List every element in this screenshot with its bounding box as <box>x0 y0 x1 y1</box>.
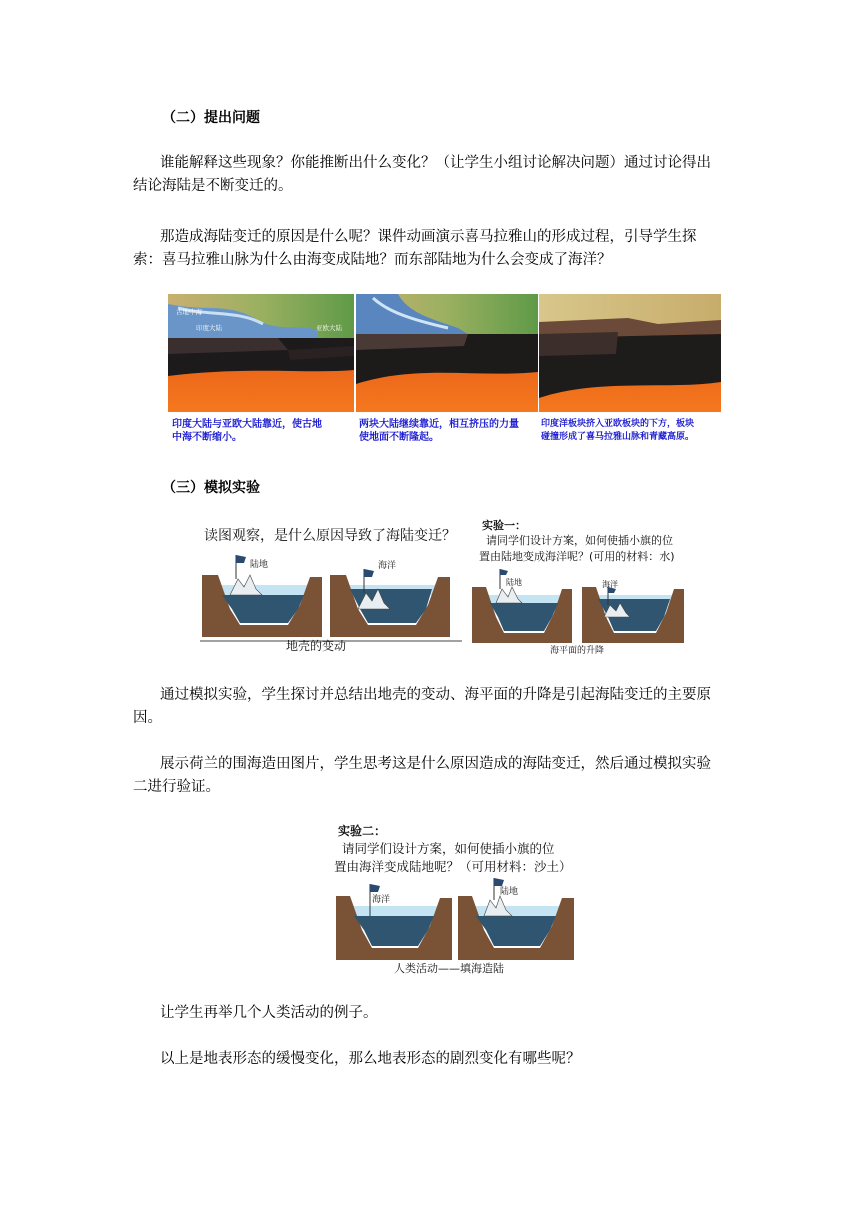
map-label: 印度大陆 <box>196 324 222 332</box>
paragraph-line: 那造成海陆变迁的原因是什么呢？课件动画演示喜马拉雅山的形成过程，引导学生探 <box>160 229 697 245</box>
experiment-text: 置由海洋变成陆地呢？（可用材料：沙土） <box>334 859 572 874</box>
paragraph-line: 因。 <box>133 710 162 726</box>
himalaya-formation-figure <box>168 294 721 448</box>
experiment-text: 请同学们设计方案，如何使插小旗的位 <box>342 841 555 856</box>
paragraph-line: 二进行验证。 <box>133 779 220 795</box>
figure-caption: 人类活动——填海造陆 <box>394 962 504 975</box>
paragraph-line: 展示荷兰的围海造田图片，学生思考这是什么原因造成的海陆变迁，然后通过模拟实验 <box>160 756 711 772</box>
paragraph-line: 谁能解释这些现象？你能推断出什么变化？（让学生小组讨论解决问题）通过讨论得出 <box>160 155 711 171</box>
paragraph-line: 通过模拟实验，学生探讨并总结出地壳的变动、海平面的升降是引起海陆变迁的主要原 <box>160 687 711 703</box>
figure-question: 读图观察，是什么原因导致了海陆变迁？ <box>204 528 456 544</box>
basin <box>472 569 572 643</box>
experiment-title: 实验二： <box>338 824 387 838</box>
basin <box>582 587 684 643</box>
map-label: 陆地 <box>500 887 519 897</box>
experiment-1-figure <box>200 517 686 659</box>
paragraph-line: 让学生再举几个人类活动的例子。 <box>160 1005 378 1021</box>
section-heading: （三）模拟实验 <box>162 480 260 496</box>
figure-caption: 海平面的升降 <box>550 646 605 656</box>
figure-caption: 使地面不断隆起。 <box>359 432 439 443</box>
paragraph-line: 以上是地表形态的缓慢变化，那么地表形态的剧烈变化有哪些呢？ <box>160 1051 581 1067</box>
map-label: 海洋 <box>372 895 391 905</box>
map-label: 海洋 <box>602 580 618 589</box>
figure-caption: 碰撞形成了喜马拉雅山脉和青藏高原。 <box>541 432 695 442</box>
figure-caption: 地壳的变动 <box>286 639 347 653</box>
basin <box>330 569 450 637</box>
figure-caption: 印度洋板块挤入亚欧板块的下方，板块 <box>541 419 695 429</box>
map-label: 古地中海 <box>176 308 202 316</box>
basin <box>336 884 452 960</box>
map-label: 陆地 <box>506 578 522 587</box>
paragraph-line: 结论海陆是不断变迁的。 <box>133 178 293 194</box>
experiment-text: 置由陆地变成海洋呢？(可用的材料：水) <box>479 550 675 563</box>
experiment-title: 实验一： <box>482 519 526 532</box>
map-label: 海洋 <box>378 561 397 571</box>
experiment-2-figure <box>334 820 578 976</box>
map-label: 亚欧大陆 <box>316 324 342 332</box>
figure-caption: 中海不断缩小。 <box>172 432 242 443</box>
experiment-text: 请同学们设计方案，如何使插小旗的位 <box>486 534 673 547</box>
paragraph-line: 索：喜马拉雅山脉为什么由海变成陆地？而东部陆地为什么会变成了海洋？ <box>133 252 612 268</box>
figure-caption: 印度大陆与亚欧大陆靠近，使古地 <box>172 419 322 430</box>
figure-caption: 两块大陆继续靠近，相互挤压的力量 <box>359 419 519 430</box>
section-heading: （二）提出问题 <box>162 110 260 126</box>
map-label: 陆地 <box>250 560 269 570</box>
